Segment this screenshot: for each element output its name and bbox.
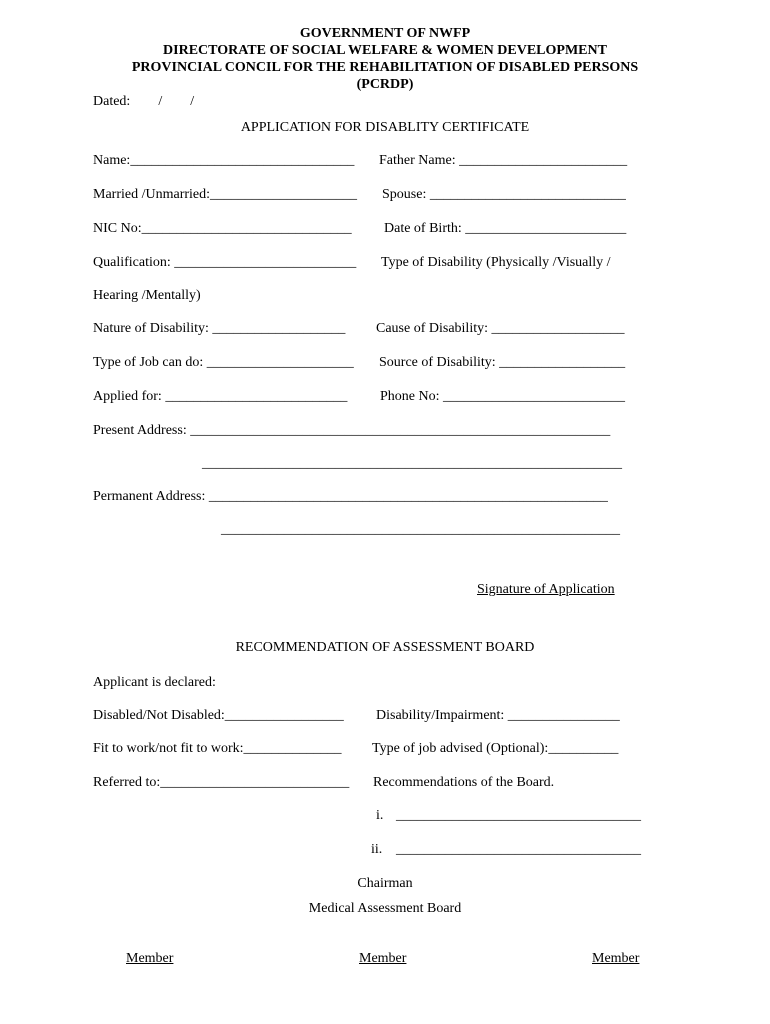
applied-for-field[interactable]: Applied for: __________________________ [93, 389, 348, 404]
qualification-field[interactable]: Qualification: __________________________ [93, 255, 357, 270]
spouse-field[interactable]: Spouse: ____________________________ [382, 187, 626, 202]
impairment-field[interactable]: Disability/Impairment: ________________ [376, 708, 620, 723]
member-signature-3: Member [592, 951, 640, 966]
present-address-line2[interactable]: ____________________________________________________________ [202, 456, 622, 471]
recommendation-item-2-line[interactable]: ___________________________________ [396, 842, 641, 857]
chairman-subtitle: Medical Assessment Board [308, 901, 462, 916]
form-title: APPLICATION FOR DISABLITY CERTIFICATE [240, 120, 530, 135]
member-signature-2: Member [359, 951, 407, 966]
cause-of-disability-field[interactable]: Cause of Disability: ___________________ [376, 321, 625, 336]
dated-field[interactable]: Dated: / / [93, 94, 195, 109]
member-signature-1: Member [126, 951, 174, 966]
chairman-label: Chairman [357, 876, 413, 891]
present-address-field[interactable]: Present Address: ____________________________________________________________ [93, 423, 611, 438]
recommendation-item-2-number: ii. [371, 842, 383, 857]
name-field[interactable]: Name:________________________________ [93, 153, 355, 168]
header-abbreviation: (PCRDP) [356, 77, 414, 92]
date-of-birth-field[interactable]: Date of Birth: _______________________ [384, 221, 627, 236]
signature-label: Signature of Application [477, 582, 615, 597]
header-government: GOVERNMENT OF NWFP [299, 26, 471, 41]
recommendations-label: Recommendations of the Board. [373, 775, 555, 790]
permanent-address-line2[interactable]: _________________________________________________________ [221, 522, 620, 537]
job-advised-field[interactable]: Type of job advised (Optional):__________ [372, 741, 619, 756]
declared-label: Applicant is declared: [93, 675, 216, 690]
fit-to-work-field[interactable]: Fit to work/not fit to work:______________ [93, 741, 342, 756]
recommendation-item-1-line[interactable]: ___________________________________ [396, 808, 641, 823]
nature-of-disability-field[interactable]: Nature of Disability: ___________________ [93, 321, 346, 336]
source-of-disability-field[interactable]: Source of Disability: __________________ [379, 355, 626, 370]
header-directorate: DIRECTORATE OF SOCIAL WELFARE & WOMEN DEVELOPMENT [163, 43, 607, 58]
referred-to-field[interactable]: Referred to:___________________________ [93, 775, 350, 790]
disabled-status-field[interactable]: Disabled/Not Disabled:_________________ [93, 708, 344, 723]
father-name-field[interactable]: Father Name: ________________________ [379, 153, 628, 168]
nic-field[interactable]: NIC No:______________________________ [93, 221, 352, 236]
board-title: RECOMMENDATION OF ASSESSMENT BOARD [235, 640, 535, 655]
permanent-address-field[interactable]: Permanent Address: _________________________________________________________ [93, 489, 608, 504]
phone-field[interactable]: Phone No: __________________________ [380, 389, 625, 404]
marital-status-field[interactable]: Married /Unmarried:_____________________ [93, 187, 358, 202]
recommendation-item-1-number: i. [376, 808, 384, 823]
disability-type-options: Hearing /Mentally) [93, 288, 201, 303]
header-council: PROVINCIAL CONCIL FOR THE REHABILITATION OF DISABLED PERSONS [131, 60, 639, 75]
disability-type-label: Type of Disability (Physically /Visually / [381, 255, 611, 270]
job-type-field[interactable]: Type of Job can do: _____________________ [93, 355, 354, 370]
